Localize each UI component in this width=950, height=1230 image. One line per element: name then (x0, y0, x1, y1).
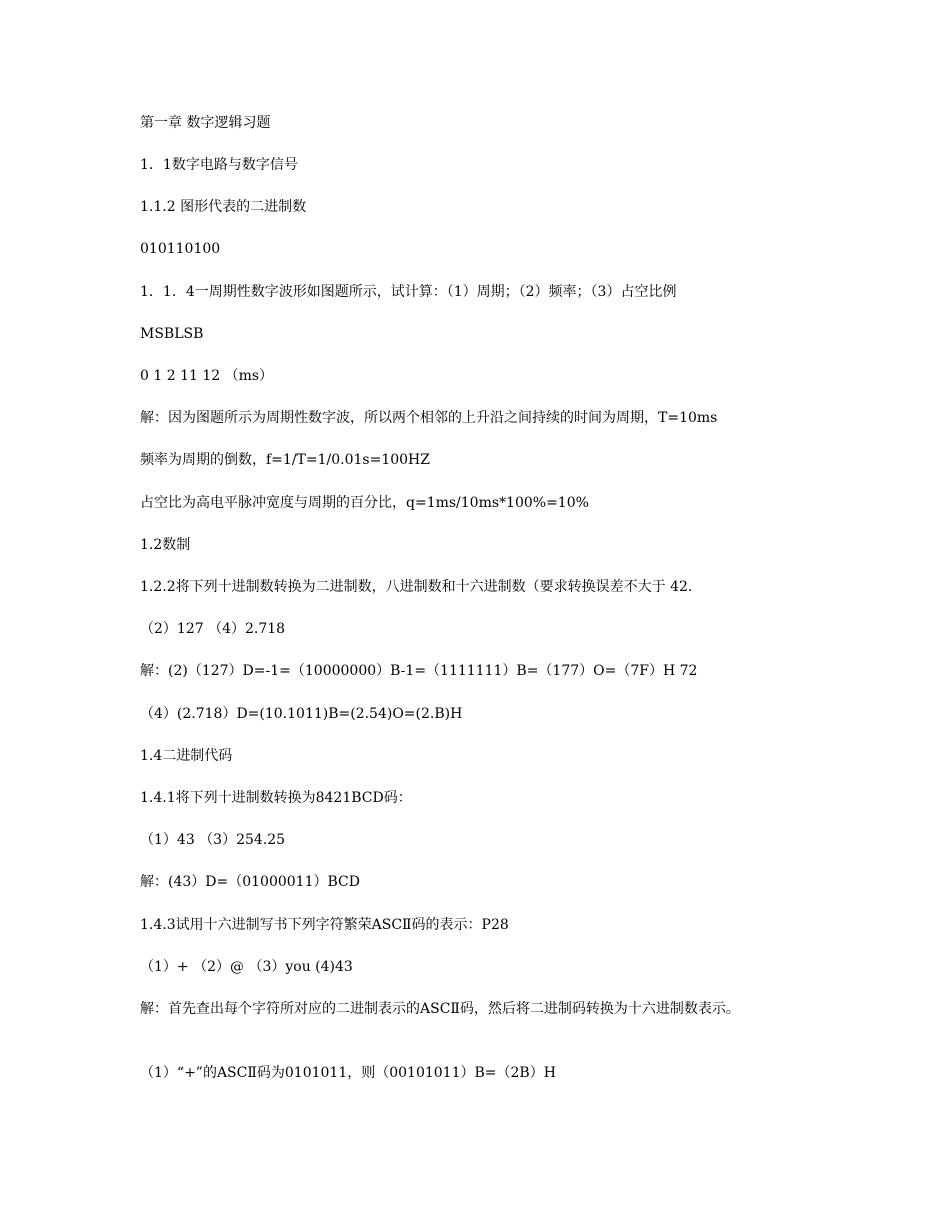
solution-line: （1）“+”的ASCⅡ码为0101011，则（00101011）B=（2B）H (140, 1065, 556, 1081)
solution-line: 解：(2)（127）D=-1=（10000000）B-1=（1111111）B=（177）O=（7F）H 72 (140, 663, 698, 679)
exercise-heading: 1.1.2 图形代表的二进制数 (140, 199, 307, 215)
question-items-line: （1）43 （3）254.25 (140, 832, 286, 848)
binary-number-line: 010110100 (140, 241, 221, 257)
section-heading: 1.2数制 (140, 537, 191, 553)
section-heading: 1.4二进制代码 (140, 748, 233, 764)
msb-lsb-label: MSBLSB (140, 326, 204, 342)
exercise-heading: 1.4.1将下列十进制数转换为8421BCD码： (140, 790, 412, 806)
solution-line: 占空比为高电平脉冲宽度与周期的百分比，q=1ms/10ms*100%=10% (140, 495, 589, 511)
question-items-line: （1）+ （2）@ （3）you (4)43 (140, 959, 353, 975)
chapter-title: 第一章 数字逻辑习题 (140, 115, 271, 131)
exercise-heading: 1．1．4一周期性数字波形如图题所示，试计算：（1）周期；（2）频率；（3）占空比例 (140, 284, 677, 300)
solution-line: （4）(2.718）D=(10.1011)B=(2.54)O=(2.B)H (140, 706, 463, 722)
solution-paragraph: 解：首先查出每个字符所对应的二进制表示的ASCⅡ码，然后将二进制码转换为十六进制数表示。 (140, 1001, 740, 1017)
solution-line: 频率为周期的倒数，f=1/T=1/0.01s=100HZ (140, 452, 430, 468)
exercise-heading: 1.2.2将下列十进制数转换为二进制数，八进制数和十六进制数（要求转换误差不大于 42. (140, 579, 693, 595)
exercise-heading: 1.4.3试用十六进制写书下列字符繁荣ASCⅡ码的表示：P28 (140, 917, 509, 933)
section-heading: 1．1数字电路与数字信号 (140, 157, 298, 173)
time-axis-label: 0 1 2 11 12 （ms） (140, 368, 274, 384)
solution-line: 解：因为图题所示为周期性数字波，所以两个相邻的上升沿之间持续的时间为周期，T=10ms (140, 410, 718, 426)
question-items-line: （2）127 （4）2.718 (140, 621, 286, 637)
solution-line: 解：(43）D=（01000011）BCD (140, 874, 360, 890)
